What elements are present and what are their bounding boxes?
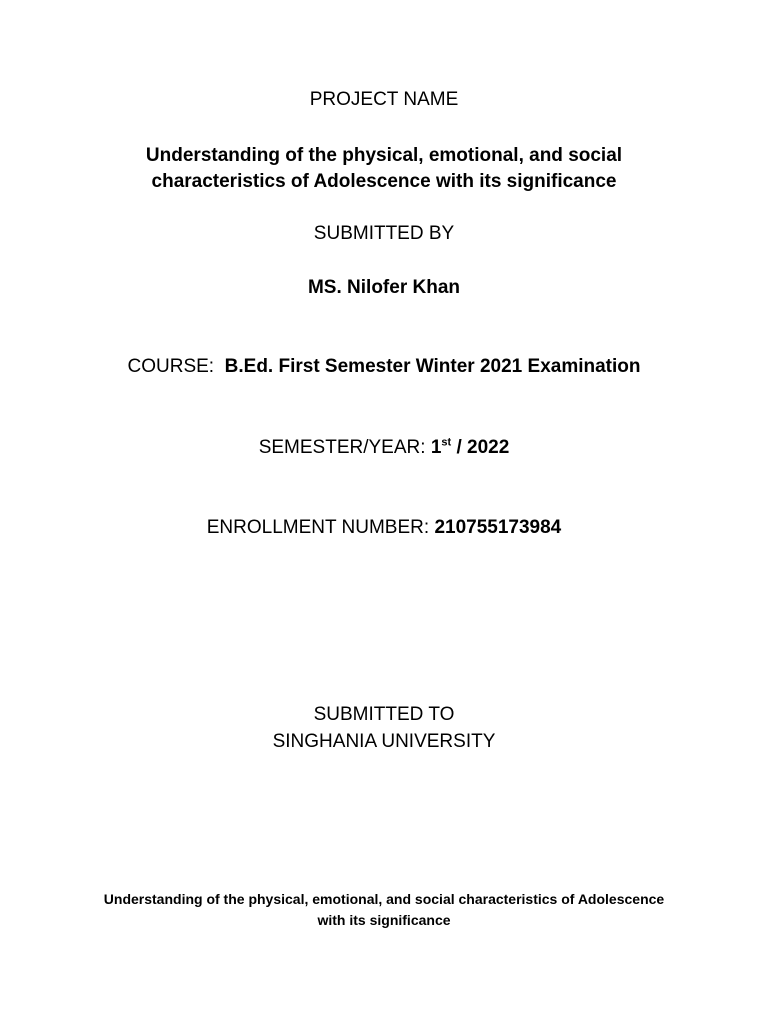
project-name-label: PROJECT NAME: [309, 89, 459, 110]
submitted-to-label: SUBMITTED TO: [313, 704, 455, 725]
project-title-line-1: Understanding of the physical, emotional, and social: [145, 145, 623, 166]
semester-line: [0, 437, 768, 459]
university-name: SINGHANIA UNIVERSITY: [272, 731, 496, 752]
course-line: [0, 356, 768, 378]
enrollment-number: 210755173984: [434, 517, 562, 538]
submitted-by-label: SUBMITTED BY: [313, 223, 455, 244]
footer-title-line-1: Understanding of the physical, emotional, and social characteristics of Adolescence: [103, 891, 665, 907]
project-title-line-2: characteristics of Adolescence with its significance: [151, 171, 617, 192]
semester-ordinal-suffix: st: [441, 436, 452, 449]
student-name: MS. Nilofer Khan: [307, 277, 460, 298]
semester-label: SEMESTER/YEAR:: [258, 437, 426, 458]
course-label: COURSE:: [127, 356, 215, 377]
course-value: B.Ed. First Semester Winter 2021 Examination: [224, 356, 641, 377]
enrollment-line: [0, 517, 768, 539]
enrollment-label: ENROLLMENT NUMBER:: [206, 517, 430, 538]
semester-number: [431, 437, 451, 458]
footer-title-line-2: with its significance: [317, 912, 451, 928]
semester-year: / 2022: [456, 437, 510, 458]
semester-number-digit: 1: [430, 437, 442, 458]
